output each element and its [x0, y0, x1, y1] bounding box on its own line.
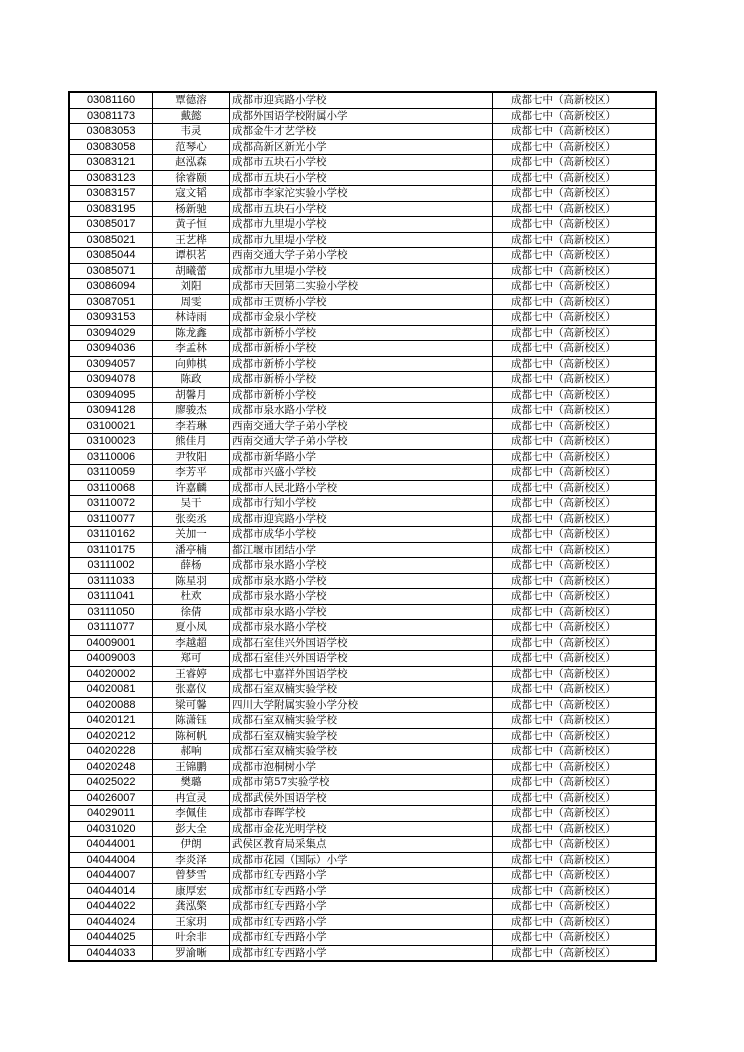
student-id-cell: 04020002 [69, 666, 153, 682]
student-name-cell: 李若琳 [153, 418, 230, 434]
admitted-school-cell: 成都七中（高新校区） [493, 124, 657, 140]
school-name-cell: 成都市红专西路小学 [230, 945, 493, 961]
admitted-school-cell: 成都七中（高新校区） [493, 186, 657, 202]
table-row [69, 139, 656, 155]
school-name-cell: 成都市兴盛小学校 [230, 465, 493, 481]
student-id-cell: 03083058 [69, 139, 153, 155]
student-name-cell: 郝响 [153, 744, 230, 760]
school-name-cell: 成都石室佳兴外国语学校 [230, 635, 493, 651]
admitted-school-cell: 成都七中（高新校区） [493, 868, 657, 884]
admitted-school-cell: 成都七中（高新校区） [493, 589, 657, 605]
student-id-cell: 04020248 [69, 759, 153, 775]
admitted-school-cell: 成都七中（高新校区） [493, 697, 657, 713]
admitted-school-cell: 成都七中（高新校区） [493, 356, 657, 372]
table-row [69, 806, 656, 822]
student-id-cell: 03110162 [69, 527, 153, 543]
student-id-cell: 03085071 [69, 263, 153, 279]
student-id-cell: 04026007 [69, 790, 153, 806]
table-row [69, 201, 656, 217]
admitted-school-cell: 成都七中（高新校区） [493, 263, 657, 279]
table-row [69, 821, 656, 837]
school-name-cell: 成都市泉水路小学校 [230, 604, 493, 620]
admitted-school-cell: 成都七中（高新校区） [493, 899, 657, 915]
student-id-cell: 04044001 [69, 837, 153, 853]
school-name-cell: 成都市第57实验学校 [230, 775, 493, 791]
table-row [69, 279, 656, 295]
school-name-cell: 成都市红专西路小学 [230, 868, 493, 884]
student-id-cell: 03085021 [69, 232, 153, 248]
admitted-school-cell: 成都七中（高新校区） [493, 279, 657, 295]
school-name-cell: 成都石室双楠实验学校 [230, 713, 493, 729]
student-id-cell: 04020088 [69, 697, 153, 713]
student-id-cell: 03081160 [69, 92, 153, 108]
table-row [69, 945, 656, 961]
table-row [69, 604, 656, 620]
school-name-cell: 成都市花园（国际）小学 [230, 852, 493, 868]
student-id-cell: 04020212 [69, 728, 153, 744]
admitted-school-cell: 成都七中（高新校区） [493, 232, 657, 248]
admitted-school-cell: 成都七中（高新校区） [493, 434, 657, 450]
student-name-cell: 范琴心 [153, 139, 230, 155]
student-name-cell: 杨新驰 [153, 201, 230, 217]
student-id-cell: 03111002 [69, 558, 153, 574]
school-name-cell: 成都市泉水路小学校 [230, 403, 493, 419]
table-row [69, 775, 656, 791]
admission-table [68, 91, 657, 962]
student-id-cell: 03094057 [69, 356, 153, 372]
admitted-school-cell: 成都七中（高新校区） [493, 170, 657, 186]
admitted-school-cell: 成都七中（高新校区） [493, 139, 657, 155]
admitted-school-cell: 成都七中（高新校区） [493, 294, 657, 310]
admitted-school-cell: 成都七中（高新校区） [493, 852, 657, 868]
table-row [69, 790, 656, 806]
table-row [69, 108, 656, 124]
school-name-cell: 成都市新华路小学 [230, 449, 493, 465]
student-name-cell: 李佩佳 [153, 806, 230, 822]
admitted-school-cell: 成都七中（高新校区） [493, 930, 657, 946]
admitted-school-cell: 成都七中（高新校区） [493, 108, 657, 124]
admission-table-body [69, 92, 656, 961]
school-name-cell: 成都市九里堤小学校 [230, 232, 493, 248]
admitted-school-cell: 成都七中（高新校区） [493, 387, 657, 403]
admitted-school-cell: 成都七中（高新校区） [493, 651, 657, 667]
student-id-cell: 03087051 [69, 294, 153, 310]
student-id-cell: 03094029 [69, 325, 153, 341]
student-name-cell: 赵泓森 [153, 155, 230, 171]
school-name-cell: 成都市行知小学校 [230, 496, 493, 512]
table-row [69, 697, 656, 713]
student-id-cell: 03085044 [69, 248, 153, 264]
student-name-cell: 郑可 [153, 651, 230, 667]
admitted-school-cell: 成都七中（高新校区） [493, 372, 657, 388]
school-name-cell: 成都市红专西路小学 [230, 930, 493, 946]
student-id-cell: 04044022 [69, 899, 153, 915]
school-name-cell: 成都武侯外国语学校 [230, 790, 493, 806]
student-name-cell: 李芳平 [153, 465, 230, 481]
admitted-school-cell: 成都七中（高新校区） [493, 821, 657, 837]
student-name-cell: 陈柯帆 [153, 728, 230, 744]
admitted-school-cell: 成都七中（高新校区） [493, 310, 657, 326]
admitted-school-cell: 成都七中（高新校区） [493, 201, 657, 217]
student-name-cell: 梁可馨 [153, 697, 230, 713]
table-row [69, 573, 656, 589]
student-name-cell: 徐倩 [153, 604, 230, 620]
student-id-cell: 03083157 [69, 186, 153, 202]
table-row [69, 744, 656, 760]
school-name-cell: 四川大学附属实验小学分校 [230, 697, 493, 713]
table-row [69, 589, 656, 605]
student-name-cell: 陈星羽 [153, 573, 230, 589]
table-row [69, 92, 656, 108]
table-row [69, 883, 656, 899]
student-name-cell: 尹牧阳 [153, 449, 230, 465]
student-id-cell: 03100021 [69, 418, 153, 434]
school-name-cell: 成都市天回第二实验小学校 [230, 279, 493, 295]
student-name-cell: 夏小凤 [153, 620, 230, 636]
school-name-cell: 成都市九里堤小学校 [230, 217, 493, 233]
school-name-cell: 成都市红专西路小学 [230, 899, 493, 915]
admitted-school-cell: 成都七中（高新校区） [493, 325, 657, 341]
school-name-cell: 成都市泉水路小学校 [230, 558, 493, 574]
table-row [69, 387, 656, 403]
student-name-cell: 寇文韬 [153, 186, 230, 202]
student-name-cell: 樊璐 [153, 775, 230, 791]
school-name-cell: 成都金牛才艺学校 [230, 124, 493, 140]
table-row [69, 418, 656, 434]
admitted-school-cell: 成都七中（高新校区） [493, 837, 657, 853]
student-name-cell: 胡馨月 [153, 387, 230, 403]
table-row [69, 170, 656, 186]
admitted-school-cell: 成都七中（高新校区） [493, 155, 657, 171]
admitted-school-cell: 成都七中（高新校区） [493, 573, 657, 589]
student-id-cell: 03110072 [69, 496, 153, 512]
student-id-cell: 03111041 [69, 589, 153, 605]
student-name-cell: 陈潇钰 [153, 713, 230, 729]
admitted-school-cell: 成都七中（高新校区） [493, 496, 657, 512]
student-id-cell: 03094036 [69, 341, 153, 357]
table-row [69, 837, 656, 853]
school-name-cell: 成都市新桥小学校 [230, 387, 493, 403]
school-name-cell: 成都市王贾桥小学校 [230, 294, 493, 310]
student-name-cell: 徐睿颐 [153, 170, 230, 186]
admitted-school-cell: 成都七中（高新校区） [493, 92, 657, 108]
school-name-cell: 成都市五块石小学校 [230, 155, 493, 171]
table-row [69, 852, 656, 868]
student-id-cell: 04009003 [69, 651, 153, 667]
student-id-cell: 03110077 [69, 511, 153, 527]
admitted-school-cell: 成都七中（高新校区） [493, 775, 657, 791]
student-id-cell: 03081173 [69, 108, 153, 124]
school-name-cell: 成都外国语学校附属小学 [230, 108, 493, 124]
student-id-cell: 03111050 [69, 604, 153, 620]
student-name-cell: 刘阳 [153, 279, 230, 295]
table-row [69, 558, 656, 574]
table-row [69, 186, 656, 202]
student-name-cell: 彭大全 [153, 821, 230, 837]
student-name-cell: 向帅棋 [153, 356, 230, 372]
student-name-cell: 王睿婷 [153, 666, 230, 682]
admitted-school-cell: 成都七中（高新校区） [493, 945, 657, 961]
table-row [69, 310, 656, 326]
admitted-school-cell: 成都七中（高新校区） [493, 465, 657, 481]
school-name-cell: 成都市春晖学校 [230, 806, 493, 822]
student-id-cell: 04044007 [69, 868, 153, 884]
admitted-school-cell: 成都七中（高新校区） [493, 806, 657, 822]
table-row [69, 465, 656, 481]
student-id-cell: 03111077 [69, 620, 153, 636]
table-row [69, 496, 656, 512]
table-row [69, 620, 656, 636]
student-name-cell: 周雯 [153, 294, 230, 310]
admitted-school-cell: 成都七中（高新校区） [493, 713, 657, 729]
table-row [69, 325, 656, 341]
student-name-cell: 王艺桦 [153, 232, 230, 248]
table-row [69, 930, 656, 946]
student-name-cell: 王家玥 [153, 914, 230, 930]
school-name-cell: 成都市成华小学校 [230, 527, 493, 543]
student-name-cell: 陈龙鑫 [153, 325, 230, 341]
table-row [69, 124, 656, 140]
table-row [69, 341, 656, 357]
student-name-cell: 李越超 [153, 635, 230, 651]
admitted-school-cell: 成都七中（高新校区） [493, 682, 657, 698]
school-name-cell: 成都石室双楠实验学校 [230, 744, 493, 760]
school-name-cell: 成都高新区新光小学 [230, 139, 493, 155]
school-name-cell: 成都市红专西路小学 [230, 914, 493, 930]
table-row [69, 263, 656, 279]
student-id-cell: 03100023 [69, 434, 153, 450]
school-name-cell: 成都七中嘉祥外国语学校 [230, 666, 493, 682]
student-id-cell: 03110175 [69, 542, 153, 558]
table-row [69, 542, 656, 558]
student-name-cell: 伊朗 [153, 837, 230, 853]
table-row [69, 651, 656, 667]
admitted-school-cell: 成都七中（高新校区） [493, 620, 657, 636]
student-id-cell: 03083053 [69, 124, 153, 140]
admitted-school-cell: 成都七中（高新校区） [493, 248, 657, 264]
school-name-cell: 成都石室佳兴外国语学校 [230, 651, 493, 667]
table-row [69, 480, 656, 496]
school-name-cell: 成都市迎宾路小学校 [230, 511, 493, 527]
student-name-cell: 张奕丞 [153, 511, 230, 527]
school-name-cell: 成都市金花光明学校 [230, 821, 493, 837]
school-name-cell: 成都市红专西路小学 [230, 883, 493, 899]
table-row [69, 248, 656, 264]
school-name-cell: 都江堰市团结小学 [230, 542, 493, 558]
school-name-cell: 成都市人民北路小学校 [230, 480, 493, 496]
admitted-school-cell: 成都七中（高新校区） [493, 403, 657, 419]
table-row [69, 713, 656, 729]
table-row [69, 635, 656, 651]
student-id-cell: 04044033 [69, 945, 153, 961]
table-row [69, 356, 656, 372]
admitted-school-cell: 成都七中（高新校区） [493, 635, 657, 651]
student-name-cell: 覃德溶 [153, 92, 230, 108]
student-name-cell: 叶余非 [153, 930, 230, 946]
school-name-cell: 成都市泉水路小学校 [230, 589, 493, 605]
student-name-cell: 冉宣灵 [153, 790, 230, 806]
school-name-cell: 西南交通大学子弟小学校 [230, 434, 493, 450]
school-name-cell: 成都石室双楠实验学校 [230, 682, 493, 698]
school-name-cell: 成都市李家沱实验小学校 [230, 186, 493, 202]
student-id-cell: 04020228 [69, 744, 153, 760]
admitted-school-cell: 成都七中（高新校区） [493, 883, 657, 899]
table-row [69, 728, 656, 744]
admitted-school-cell: 成都七中（高新校区） [493, 527, 657, 543]
student-name-cell: 胡曦蕾 [153, 263, 230, 279]
school-name-cell: 成都市新桥小学校 [230, 372, 493, 388]
student-name-cell: 张嘉仪 [153, 682, 230, 698]
school-name-cell: 成都市五块石小学校 [230, 201, 493, 217]
admitted-school-cell: 成都七中（高新校区） [493, 728, 657, 744]
student-name-cell: 龚泓檠 [153, 899, 230, 915]
table-row [69, 511, 656, 527]
student-id-cell: 03083123 [69, 170, 153, 186]
school-name-cell: 成都市五块石小学校 [230, 170, 493, 186]
student-id-cell: 04009001 [69, 635, 153, 651]
student-id-cell: 04029011 [69, 806, 153, 822]
student-id-cell: 04020081 [69, 682, 153, 698]
table-row [69, 372, 656, 388]
student-name-cell: 熊佳月 [153, 434, 230, 450]
school-name-cell: 成都市新桥小学校 [230, 341, 493, 357]
school-name-cell: 成都市新桥小学校 [230, 356, 493, 372]
table-row [69, 868, 656, 884]
table-row [69, 232, 656, 248]
admitted-school-cell: 成都七中（高新校区） [493, 449, 657, 465]
student-id-cell: 03093153 [69, 310, 153, 326]
school-name-cell: 成都市金泉小学校 [230, 310, 493, 326]
student-name-cell: 林诗雨 [153, 310, 230, 326]
student-id-cell: 03094128 [69, 403, 153, 419]
student-name-cell: 王锦鹏 [153, 759, 230, 775]
table-row [69, 403, 656, 419]
student-name-cell: 韦灵 [153, 124, 230, 140]
table-row [69, 155, 656, 171]
admitted-school-cell: 成都七中（高新校区） [493, 217, 657, 233]
table-row [69, 682, 656, 698]
student-name-cell: 曾梦雪 [153, 868, 230, 884]
student-name-cell: 黄子恒 [153, 217, 230, 233]
admitted-school-cell: 成都七中（高新校区） [493, 759, 657, 775]
student-name-cell: 廖骏杰 [153, 403, 230, 419]
student-name-cell: 关加一 [153, 527, 230, 543]
student-id-cell: 04044004 [69, 852, 153, 868]
table-row [69, 217, 656, 233]
student-name-cell: 罗渝晰 [153, 945, 230, 961]
student-id-cell: 03085017 [69, 217, 153, 233]
student-name-cell: 李孟林 [153, 341, 230, 357]
student-id-cell: 04025022 [69, 775, 153, 791]
student-name-cell: 康厚宏 [153, 883, 230, 899]
student-id-cell: 04044014 [69, 883, 153, 899]
student-id-cell: 04044024 [69, 914, 153, 930]
admitted-school-cell: 成都七中（高新校区） [493, 418, 657, 434]
student-name-cell: 潘亭楠 [153, 542, 230, 558]
student-id-cell: 03110068 [69, 480, 153, 496]
table-row [69, 294, 656, 310]
admitted-school-cell: 成都七中（高新校区） [493, 511, 657, 527]
student-name-cell: 薛杨 [153, 558, 230, 574]
school-name-cell: 成都市泉水路小学校 [230, 573, 493, 589]
admitted-school-cell: 成都七中（高新校区） [493, 914, 657, 930]
student-name-cell: 谭枳茗 [153, 248, 230, 264]
admitted-school-cell: 成都七中（高新校区） [493, 604, 657, 620]
table-row [69, 434, 656, 450]
admitted-school-cell: 成都七中（高新校区） [493, 744, 657, 760]
student-name-cell: 许嘉麟 [153, 480, 230, 496]
table-row [69, 759, 656, 775]
student-id-cell: 03111033 [69, 573, 153, 589]
student-id-cell: 03110006 [69, 449, 153, 465]
admitted-school-cell: 成都七中（高新校区） [493, 666, 657, 682]
school-name-cell: 西南交通大学子弟小学校 [230, 418, 493, 434]
student-name-cell: 陈政 [153, 372, 230, 388]
student-name-cell: 戴懿 [153, 108, 230, 124]
school-name-cell: 成都市迎宾路小学校 [230, 92, 493, 108]
student-id-cell: 03094078 [69, 372, 153, 388]
school-name-cell: 成都市泡桐树小学 [230, 759, 493, 775]
student-id-cell: 03083121 [69, 155, 153, 171]
school-name-cell: 成都市泉水路小学校 [230, 620, 493, 636]
student-id-cell: 03083195 [69, 201, 153, 217]
student-name-cell: 吴干 [153, 496, 230, 512]
admitted-school-cell: 成都七中（高新校区） [493, 341, 657, 357]
school-name-cell: 武侯区教育局采集点 [230, 837, 493, 853]
student-name-cell: 李炎泽 [153, 852, 230, 868]
table-row [69, 914, 656, 930]
student-id-cell: 03086094 [69, 279, 153, 295]
admitted-school-cell: 成都七中（高新校区） [493, 542, 657, 558]
student-id-cell: 04044025 [69, 930, 153, 946]
admitted-school-cell: 成都七中（高新校区） [493, 790, 657, 806]
school-name-cell: 成都市新桥小学校 [230, 325, 493, 341]
admitted-school-cell: 成都七中（高新校区） [493, 480, 657, 496]
student-id-cell: 04020121 [69, 713, 153, 729]
school-name-cell: 成都市九里堤小学校 [230, 263, 493, 279]
student-id-cell: 03110059 [69, 465, 153, 481]
table-row [69, 666, 656, 682]
table-row [69, 899, 656, 915]
student-name-cell: 杜欢 [153, 589, 230, 605]
school-name-cell: 西南交通大学子弟小学校 [230, 248, 493, 264]
admitted-school-cell: 成都七中（高新校区） [493, 558, 657, 574]
student-id-cell: 04031020 [69, 821, 153, 837]
school-name-cell: 成都石室双楠实验学校 [230, 728, 493, 744]
table-row [69, 527, 656, 543]
student-id-cell: 03094095 [69, 387, 153, 403]
table-row [69, 449, 656, 465]
